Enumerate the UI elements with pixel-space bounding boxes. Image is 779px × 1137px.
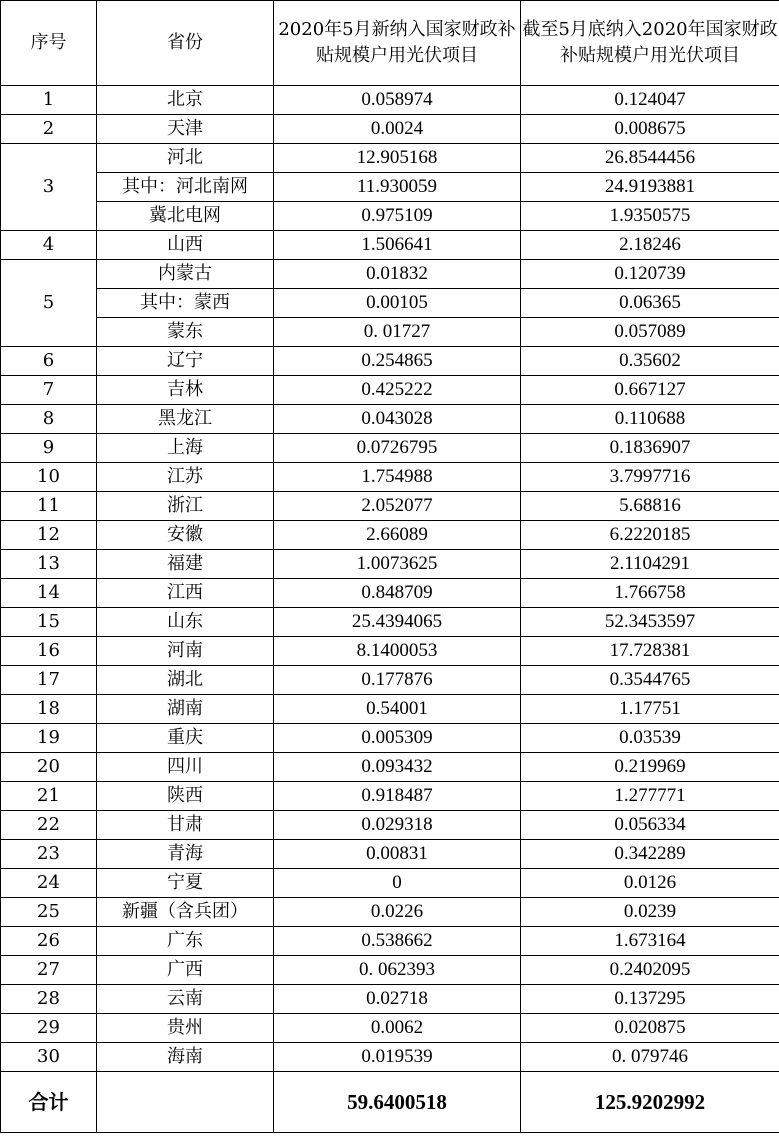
row-cumulative-value: 1.673164: [521, 927, 779, 956]
table-row: [1, 782, 779, 811]
row-seq: 18: [1, 695, 97, 724]
row-new-value: 0.058974: [274, 86, 521, 115]
row-province: 吉林: [97, 376, 274, 405]
row-province: 湖北: [97, 666, 274, 695]
row-new-value: 0.975109: [274, 202, 521, 231]
row-new-value: 0.0024: [274, 115, 521, 144]
row-new-value: 0.425222: [274, 376, 521, 405]
row-new-value: 0.0726795: [274, 434, 521, 463]
table-row: [1, 956, 779, 985]
row-seq: 24: [1, 869, 97, 898]
row-province: 重庆: [97, 724, 274, 753]
row-cumulative-value: 0.35602: [521, 347, 779, 376]
row-seq: 3: [1, 144, 97, 231]
row-cumulative-value: 0.020875: [521, 1014, 779, 1043]
row-seq: 23: [1, 840, 97, 869]
row-seq: 8: [1, 405, 97, 434]
row-cumulative-value: 0.057089: [521, 318, 779, 347]
row-seq: 20: [1, 753, 97, 782]
row-new-value: 1.754988: [274, 463, 521, 492]
row-new-value: 11.930059: [274, 173, 521, 202]
row-province: 广东: [97, 927, 274, 956]
row-cumulative-value: 0.06365: [521, 289, 779, 318]
row-new-value: 0.254865: [274, 347, 521, 376]
row-cumulative-value: 0.219969: [521, 753, 779, 782]
row-new-value: 0.54001: [274, 695, 521, 724]
row-new-value: 0.093432: [274, 753, 521, 782]
table-row: [1, 840, 779, 869]
row-cumulative-value: 2.18246: [521, 231, 779, 260]
row-province: 江西: [97, 579, 274, 608]
row-province: 新疆（含兵团）: [97, 898, 274, 927]
table-row: [1, 463, 779, 492]
row-cumulative-value: 24.9193881: [521, 173, 779, 202]
table-row: [1, 608, 779, 637]
row-new-value: 0.848709: [274, 579, 521, 608]
row-cumulative-value: 0.1836907: [521, 434, 779, 463]
row-province: 贵州: [97, 1014, 274, 1043]
row-seq: 11: [1, 492, 97, 521]
row-seq: 13: [1, 550, 97, 579]
row-seq: 30: [1, 1043, 97, 1072]
table-row: [1, 550, 779, 579]
table-row: [1, 231, 779, 260]
header-seq: 序号: [1, 1, 97, 86]
row-new-value: 0.02718: [274, 985, 521, 1014]
table-row: [1, 260, 779, 289]
row-new-value: 0.918487: [274, 782, 521, 811]
total-row: [1, 1072, 779, 1133]
row-seq: 14: [1, 579, 97, 608]
row-seq: 7: [1, 376, 97, 405]
total-cumulative-value: 125.9202992: [521, 1072, 779, 1133]
table-row: [1, 405, 779, 434]
row-new-value: 0. 01727: [274, 318, 521, 347]
table-row: [1, 579, 779, 608]
row-cumulative-value: 0.03539: [521, 724, 779, 753]
row-new-value: 0.0062: [274, 1014, 521, 1043]
total-province: [97, 1072, 274, 1133]
table-row: [1, 521, 779, 550]
row-new-value: 0.029318: [274, 811, 521, 840]
row-province: 四川: [97, 753, 274, 782]
row-cumulative-value: 0.342289: [521, 840, 779, 869]
row-new-value: 0.0226: [274, 898, 521, 927]
row-province: 山西: [97, 231, 274, 260]
row-seq: 29: [1, 1014, 97, 1043]
row-province: 辽宁: [97, 347, 274, 376]
header-row: [1, 1, 779, 86]
row-province: 浙江: [97, 492, 274, 521]
row-cumulative-value: 0.0239: [521, 898, 779, 927]
row-cumulative-value: 2.1104291: [521, 550, 779, 579]
table-row: [1, 811, 779, 840]
table-row: [1, 347, 779, 376]
row-cumulative-value: 0.2402095: [521, 956, 779, 985]
row-province: 福建: [97, 550, 274, 579]
row-seq: 6: [1, 347, 97, 376]
row-cumulative-value: 0.110688: [521, 405, 779, 434]
table-row: [1, 869, 779, 898]
row-new-value: 0.00831: [274, 840, 521, 869]
table-row: [1, 492, 779, 521]
row-new-value: 1.506641: [274, 231, 521, 260]
row-seq: 15: [1, 608, 97, 637]
row-cumulative-value: 0.137295: [521, 985, 779, 1014]
table-row: [1, 115, 779, 144]
row-cumulative-value: 0. 079746: [521, 1043, 779, 1072]
row-new-value: 2.052077: [274, 492, 521, 521]
header-province: 省份: [97, 1, 274, 86]
row-seq: 26: [1, 927, 97, 956]
table-row: [1, 898, 779, 927]
header-cumulative: 截至5月底纳入2020年国家财政补贴规模户用光伏项目: [521, 1, 779, 86]
row-cumulative-value: 1.17751: [521, 695, 779, 724]
row-new-value: 0.538662: [274, 927, 521, 956]
row-province: 蒙东: [97, 318, 274, 347]
row-cumulative-value: 0.056334: [521, 811, 779, 840]
table-row: [1, 173, 779, 202]
row-seq: 25: [1, 898, 97, 927]
row-province: 安徽: [97, 521, 274, 550]
row-province: 河北: [97, 144, 274, 173]
row-new-value: 2.66089: [274, 521, 521, 550]
row-province: 河南: [97, 637, 274, 666]
table-row: [1, 985, 779, 1014]
row-cumulative-value: 1.766758: [521, 579, 779, 608]
row-seq: 5: [1, 260, 97, 347]
total-new-value: 59.6400518: [274, 1072, 521, 1133]
row-new-value: 0.019539: [274, 1043, 521, 1072]
row-cumulative-value: 52.3453597: [521, 608, 779, 637]
row-cumulative-value: 0.008675: [521, 115, 779, 144]
row-province: 江苏: [97, 463, 274, 492]
table-row: [1, 376, 779, 405]
row-seq: 4: [1, 231, 97, 260]
row-seq: 16: [1, 637, 97, 666]
row-cumulative-value: 6.2220185: [521, 521, 779, 550]
row-cumulative-value: 17.728381: [521, 637, 779, 666]
row-seq: 17: [1, 666, 97, 695]
row-province: 海南: [97, 1043, 274, 1072]
row-seq: 12: [1, 521, 97, 550]
row-province: 湖南: [97, 695, 274, 724]
row-seq: 2: [1, 115, 97, 144]
row-seq: 1: [1, 86, 97, 115]
row-new-value: 0: [274, 869, 521, 898]
table-row: [1, 666, 779, 695]
table-row: [1, 1014, 779, 1043]
header-new-may: 2020年5月新纳入国家财政补贴规模户用光伏项目: [274, 1, 521, 86]
row-seq: 10: [1, 463, 97, 492]
row-seq: 21: [1, 782, 97, 811]
row-cumulative-value: 1.277771: [521, 782, 779, 811]
row-cumulative-value: 0.3544765: [521, 666, 779, 695]
row-new-value: 25.4394065: [274, 608, 521, 637]
row-new-value: 12.905168: [274, 144, 521, 173]
row-province: 内蒙古: [97, 260, 274, 289]
table-row: [1, 289, 779, 318]
row-new-value: 0.005309: [274, 724, 521, 753]
row-new-value: 1.0073625: [274, 550, 521, 579]
table-row: [1, 724, 779, 753]
row-seq: 27: [1, 956, 97, 985]
row-province: 其中：河北南网: [97, 173, 274, 202]
table-row: [1, 695, 779, 724]
row-seq: 22: [1, 811, 97, 840]
row-province: 宁夏: [97, 869, 274, 898]
table-row: [1, 202, 779, 231]
row-cumulative-value: 5.68816: [521, 492, 779, 521]
row-cumulative-value: 0.120739: [521, 260, 779, 289]
total-label: 合计: [1, 1072, 97, 1133]
row-province: 北京: [97, 86, 274, 115]
table-row: [1, 434, 779, 463]
row-seq: 9: [1, 434, 97, 463]
row-cumulative-value: 1.9350575: [521, 202, 779, 231]
table-row: [1, 753, 779, 782]
row-cumulative-value: 0.667127: [521, 376, 779, 405]
row-province: 广西: [97, 956, 274, 985]
row-new-value: 0. 062393: [274, 956, 521, 985]
row-cumulative-value: 3.7997716: [521, 463, 779, 492]
row-new-value: 0.00105: [274, 289, 521, 318]
row-province: 其中：蒙西: [97, 289, 274, 318]
row-cumulative-value: 0.0126: [521, 869, 779, 898]
row-province: 云南: [97, 985, 274, 1014]
row-province: 黑龙江: [97, 405, 274, 434]
row-seq: 28: [1, 985, 97, 1014]
row-province: 陕西: [97, 782, 274, 811]
row-province: 甘肃: [97, 811, 274, 840]
table-row: [1, 1043, 779, 1072]
row-new-value: 8.1400053: [274, 637, 521, 666]
row-seq: 19: [1, 724, 97, 753]
table-row: [1, 144, 779, 173]
row-province: 天津: [97, 115, 274, 144]
row-new-value: 0.01832: [274, 260, 521, 289]
row-cumulative-value: 26.8544456: [521, 144, 779, 173]
row-province: 青海: [97, 840, 274, 869]
table-row: [1, 318, 779, 347]
row-new-value: 0.177876: [274, 666, 521, 695]
table-row: [1, 927, 779, 956]
row-cumulative-value: 0.124047: [521, 86, 779, 115]
row-province: 上海: [97, 434, 274, 463]
table-row: [1, 637, 779, 666]
row-province: 山东: [97, 608, 274, 637]
row-new-value: 0.043028: [274, 405, 521, 434]
row-province: 冀北电网: [97, 202, 274, 231]
table-row: [1, 86, 779, 115]
